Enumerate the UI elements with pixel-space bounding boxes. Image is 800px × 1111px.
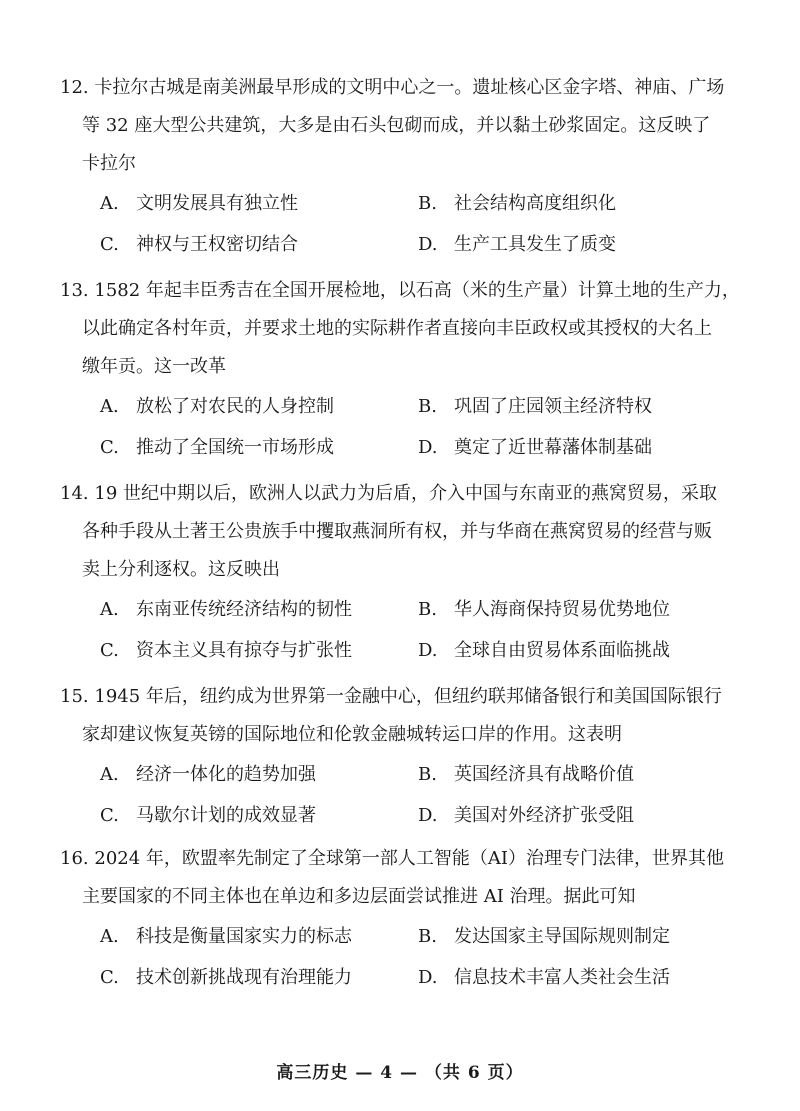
option-text: 信息技术丰富人类社会生活	[454, 967, 670, 988]
question-stem-text: 19 世纪中期以后，欧洲人以武力为后盾，介入中国与东南亚的燕窝贸易，采取	[94, 483, 717, 504]
question-stem-line: 卡拉尔	[82, 153, 136, 174]
option-row	[60, 224, 750, 265]
option-letter: D.	[418, 234, 438, 255]
option-letter: B.	[418, 193, 437, 214]
option-letter: A.	[100, 764, 119, 785]
option-letter: B.	[418, 599, 437, 620]
option-b[interactable]	[418, 386, 652, 427]
option-c[interactable]	[100, 630, 352, 671]
option-text: 英国经济具有战略价值	[454, 764, 634, 785]
question-stem-line	[60, 69, 750, 107]
option-letter: A.	[100, 599, 119, 620]
option-a[interactable]	[100, 386, 334, 427]
question-13	[60, 272, 750, 468]
option-c[interactable]	[100, 957, 352, 998]
option-letter: B.	[418, 926, 437, 947]
option-text: 神权与王权密切结合	[136, 234, 298, 255]
question-number: 16.	[60, 848, 89, 869]
option-text: 技术创新挑战现有治理能力	[136, 967, 352, 988]
question-stem-line: 家却建议恢复英镑的国际地位和伦敦金融城转运口岸的作用。这表明	[82, 724, 622, 745]
question-stem-line: 主要国家的不同主体也在单边和多边层面尝试推进 AI 治理。据此可知	[82, 886, 636, 907]
option-text: 巩固了庄园领主经济特权	[454, 396, 652, 417]
option-letter: B.	[418, 764, 437, 785]
question-15	[60, 678, 750, 836]
question-stem-text: 1945 年后，纽约成为世界第一金融中心，但纽约联邦储备银行和美国国际银行	[94, 686, 722, 707]
question-stem-line: 以此确定各村年贡，并要求土地的实际耕作者直接向丰臣政权或其授权的大名上	[82, 318, 712, 339]
option-row	[60, 795, 750, 836]
question-number: 13.	[60, 280, 89, 301]
page-footer: 高三历史 — 4 — （共 6 页）	[276, 1063, 524, 1083]
option-text: 放松了对农民的人身控制	[136, 396, 334, 417]
option-d[interactable]	[418, 630, 670, 671]
option-text: 东南亚传统经济结构的韧性	[136, 599, 352, 620]
question-stem-text: 卡拉尔古城是南美洲最早形成的文明中心之一。遗址核心区金字塔、神庙、广场	[94, 77, 725, 98]
option-d[interactable]	[418, 957, 670, 998]
option-b[interactable]	[418, 916, 670, 957]
option-text: 科技是衡量国家实力的标志	[136, 926, 352, 947]
option-c[interactable]	[100, 795, 316, 836]
option-text: 资本主义具有掠夺与扩张性	[136, 640, 352, 661]
option-letter: D.	[418, 437, 438, 458]
question-number: 12.	[60, 77, 89, 98]
option-text: 发达国家主导国际规则制定	[454, 926, 670, 947]
option-letter: C.	[100, 437, 119, 458]
option-row	[60, 754, 750, 795]
option-letter: C.	[100, 805, 119, 826]
option-d[interactable]	[418, 224, 616, 265]
option-letter: C.	[100, 640, 119, 661]
option-letter: A.	[100, 193, 119, 214]
option-text: 文明发展具有独立性	[136, 193, 298, 214]
question-number: 14.	[60, 483, 89, 504]
question-stem-text: 1582 年起丰臣秀吉在全国开展检地，以石高（米的生产量）计算土地的生产力，	[94, 280, 740, 301]
question-16	[60, 840, 750, 998]
option-row	[60, 183, 750, 224]
question-stem-line	[60, 678, 750, 716]
option-text: 推动了全国统一市场形成	[136, 437, 334, 458]
option-text: 全球自由贸易体系面临挑战	[454, 640, 670, 661]
question-12	[60, 69, 750, 265]
option-text: 社会结构高度组织化	[454, 193, 616, 214]
question-stem-line: 卖上分利逐权。这反映出	[82, 559, 280, 580]
option-c[interactable]	[100, 427, 334, 468]
option-letter: D.	[418, 967, 438, 988]
option-letter: D.	[418, 640, 438, 661]
question-stem-line: 各种手段从土著王公贵族手中攫取燕洞所有权，并与华商在燕窝贸易的经营与贩	[82, 521, 712, 542]
option-row	[60, 589, 750, 630]
option-text: 华人海商保持贸易优势地位	[454, 599, 670, 620]
option-row	[60, 427, 750, 468]
option-d[interactable]	[418, 795, 634, 836]
question-stem-line: 等 32 座大型公共建筑，大多是由石头包砌而成，并以黏土砂浆固定。这反映了	[82, 115, 711, 136]
question-number: 15.	[60, 686, 89, 707]
option-text: 经济一体化的趋势加强	[136, 764, 316, 785]
option-text: 奠定了近世幕藩体制基础	[454, 437, 652, 458]
option-a[interactable]	[100, 183, 298, 224]
option-b[interactable]	[418, 589, 670, 630]
question-14	[60, 475, 750, 671]
option-letter: B.	[418, 396, 437, 417]
option-letter: A.	[100, 396, 119, 417]
option-text: 生产工具发生了质变	[454, 234, 616, 255]
option-row	[60, 916, 750, 957]
option-a[interactable]	[100, 589, 352, 630]
option-letter: A.	[100, 926, 119, 947]
option-letter: D.	[418, 805, 438, 826]
option-c[interactable]	[100, 224, 298, 265]
option-a[interactable]	[100, 916, 352, 957]
option-b[interactable]	[418, 754, 634, 795]
option-text: 马歇尔计划的成效显著	[136, 805, 316, 826]
option-letter: C.	[100, 967, 119, 988]
option-row	[60, 957, 750, 998]
question-stem-line	[60, 272, 750, 310]
option-a[interactable]	[100, 754, 316, 795]
option-letter: C.	[100, 234, 119, 255]
question-stem-line	[60, 840, 750, 878]
question-stem-text: 2024 年，欧盟率先制定了全球第一部人工智能（AI）治理专门法律，世界其他	[94, 848, 725, 869]
question-stem-line	[60, 475, 750, 513]
question-stem-line: 缴年贡。这一改革	[82, 356, 226, 377]
option-b[interactable]	[418, 183, 616, 224]
option-row	[60, 386, 750, 427]
option-row	[60, 630, 750, 671]
option-d[interactable]	[418, 427, 652, 468]
option-text: 美国对外经济扩张受阻	[454, 805, 634, 826]
